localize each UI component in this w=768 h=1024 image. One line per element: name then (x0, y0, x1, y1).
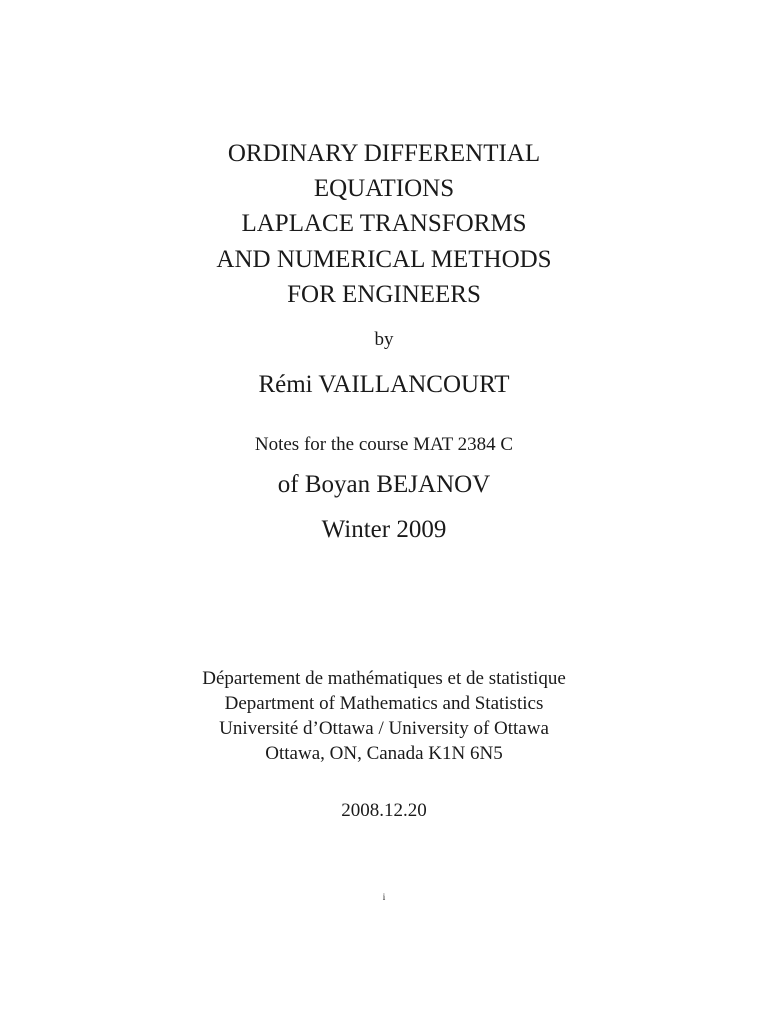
course-term: Winter 2009 (321, 516, 447, 543)
author-name: Rémi VAILLANCOURT (258, 371, 510, 398)
title-line-4: AND NUMERICAL METHODS (216, 246, 552, 273)
title-line-1: ORDINARY DIFFERENTIAL (227, 140, 541, 167)
title-line-5: FOR ENGINEERS (287, 281, 481, 308)
department-french: Département de mathématiques et de statistique (202, 668, 566, 689)
title-line-2: EQUATIONS (313, 175, 455, 202)
course-instructor: of Boyan BEJANOV (277, 471, 491, 498)
department-english: Department of Mathematics and Statistics (224, 693, 544, 714)
course-notes: Notes for the course MAT 2384 C (254, 434, 514, 455)
address-line: Ottawa, ON, Canada K1N 6N5 (265, 743, 503, 764)
page-number: i (382, 892, 386, 902)
byline: by (374, 329, 394, 350)
university-name: Université d’Ottawa / University of Ottawa (219, 718, 549, 739)
title-line-3: LAPLACE TRANSFORMS (241, 210, 527, 237)
document-date: 2008.12.20 (341, 800, 427, 821)
